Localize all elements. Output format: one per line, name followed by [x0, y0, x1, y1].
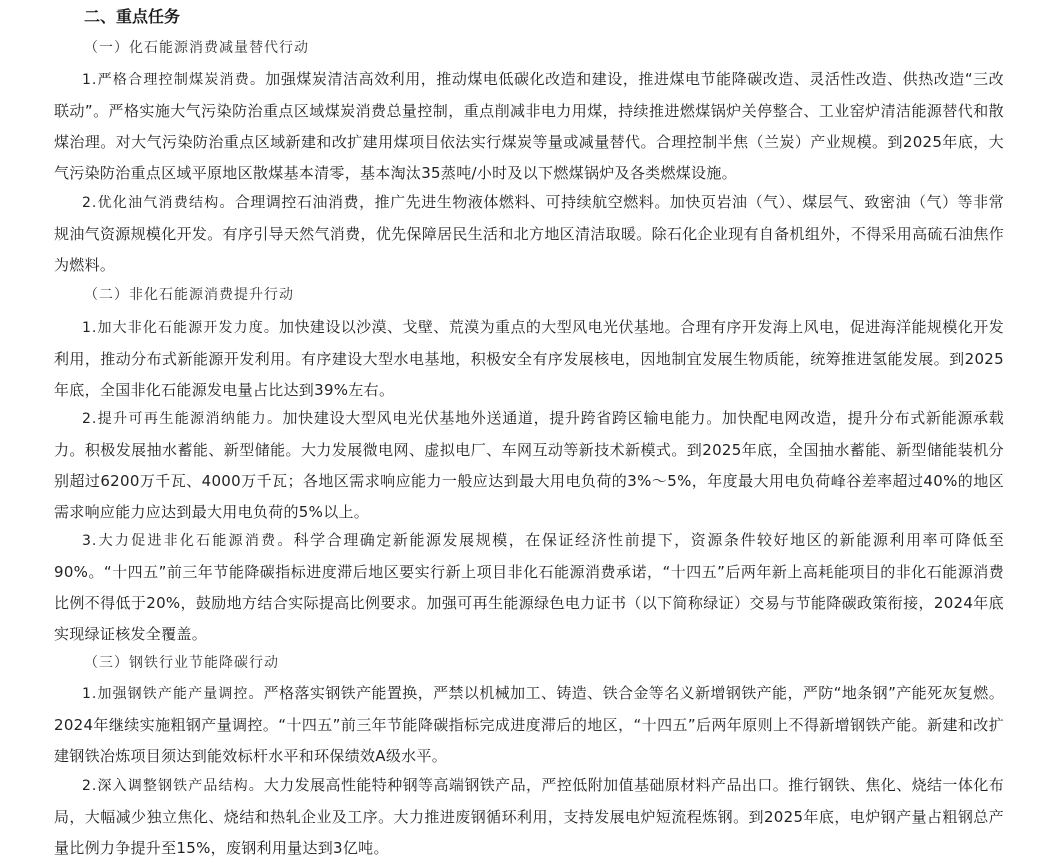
section-title: 二、重点任务	[84, 7, 181, 26]
paragraph-lead: 1.加大非化石能源开发力度。	[82, 320, 280, 336]
paragraph-lead: 3.大力促进非化石能源消费。	[82, 533, 294, 549]
paragraph-steel-structure	[54, 770, 1004, 864]
paragraph-body: 合理调控石油消费，推广先进生物液体燃料、可持续航空燃料。加快页岩油（气）、煤层气、致密油（气）等非常规油气资源规模化开发。有序引导天然气消费，优先保障居民生活和北方地区清洁取暖。除石化企业现有自备机组外，不得采用高硫石油焦作为燃料。	[54, 193, 1005, 274]
paragraph-body: 严格落实钢铁产能置换，严禁以机械加工、铸造、铁合金等名义新增钢铁产能，严防“地条钢”产能死灰复燃。2024年继续实施粗钢产量调控。“十四五”前三年节能降碳指标完成进度滞后的地区，“十四五”后两年原则上不得新增钢铁产能。新建和改扩建钢铁冶炼项目须达到能效标杆水平和环保绩效A级水平。	[54, 684, 1004, 765]
paragraph-lead: 1.加强钢铁产能产量调控。	[82, 686, 264, 702]
paragraph-body: 加强煤炭清洁高效利用，推动煤电低碳化改造和建设，推进煤电节能降碳改造、灵活性改造、供热改造“三改联动”。严格实施大气污染防治重点区域煤炭消费总量控制，重点削减非电力用煤，持续推进燃煤锅炉关停整合、工业窑炉清洁能源替代和散煤治理。对大气污染防治重点区域新建和改扩建用煤项目依法实行煤炭等量或减量替代。合理控制半焦（兰炭）产业规模。到2025年底，大气污染防治重点区域平原地区散煤基本清零，基本淘汰35蒸吨/小时及以下燃煤锅炉及各类燃煤设施。	[54, 70, 1004, 182]
group-heading-fossil: （一）化石能源消费减量替代行动	[84, 40, 309, 56]
paragraph-lead: 2.提升可再生能源消纳能力。	[82, 411, 283, 427]
paragraph-nonfossil-development	[54, 312, 1004, 406]
paragraph-lead: 2.优化油气消费结构。	[82, 195, 235, 211]
group-heading-nonfossil: （二）非化石能源消费提升行动	[84, 287, 294, 303]
paragraph-renewable-absorption	[54, 403, 1004, 528]
paragraph-body: 科学合理确定新能源发展规模，在保证经济性前提下，资源条件较好地区的新能源利用率可降低至90%。“十四五”前三年节能降碳指标进度滞后地区要实行新上项目非化石能源消费承诺，“十四五”后两年新上高耗能项目的非化石能源消费比例不得低于20%，鼓励地方结合实际提高比例要求。加强可再生能源绿色电力证书（以下简称绿证）交易与节能降碳政策衔接，2024年底实现绿证核发全覆盖。	[54, 531, 1005, 643]
paragraph-steel-capacity	[54, 678, 1004, 772]
paragraph-oil-gas	[54, 187, 1004, 281]
paragraph-body: 加快建设大型风电光伏基地外送通道，提升跨省跨区输电能力。加快配电网改造，提升分布式新能源承载力。积极发展抽水蓄能、新型储能。大力发展微电网、虚拟电厂、车网互动等新技术新模式。到2025年底，全国抽水蓄能、新型储能装机分别超过6200万千瓦、4000万千瓦；各地区需求响应能力一般应达到最大用电负荷的3%～5%，年度最大用电负荷峰谷差率超过40%的地区需求响应能力应达到最大用电负荷的5%以上。	[54, 409, 1005, 521]
paragraph-lead: 2.深入调整钢铁产品结构。	[82, 778, 264, 794]
paragraph-lead: 1.严格合理控制煤炭消费。	[82, 72, 266, 88]
paragraph-nonfossil-consumption	[54, 525, 1004, 650]
paragraph-coal-control	[54, 64, 1004, 189]
group-heading-steel: （三）钢铁行业节能降碳行动	[84, 655, 279, 671]
paragraph-body: 大力发展高性能特种钢等高端钢铁产品，严控低附加值基础原材料产品出口。推行钢铁、焦化、烧结一体化布局，大幅减少独立焦化、烧结和热轧企业及工序。大力推进废钢循环利用，支持发展电炉短流程炼钢。到2025年底，电炉钢产量占粗钢总产量比例力争提升至15%，废钢利用量达到3亿吨。	[54, 776, 1004, 857]
paragraph-body: 加快建设以沙漠、戈壁、荒漠为重点的大型风电光伏基地。合理有序开发海上风电，促进海洋能规模化开发利用，推动分布式新能源开发利用。有序建设大型水电基地，积极安全有序发展核电，因地制宜发展生物质能，统筹推进氢能发展。到2025年底，全国非化石能源发电量占比达到39%左右。	[54, 318, 1005, 399]
